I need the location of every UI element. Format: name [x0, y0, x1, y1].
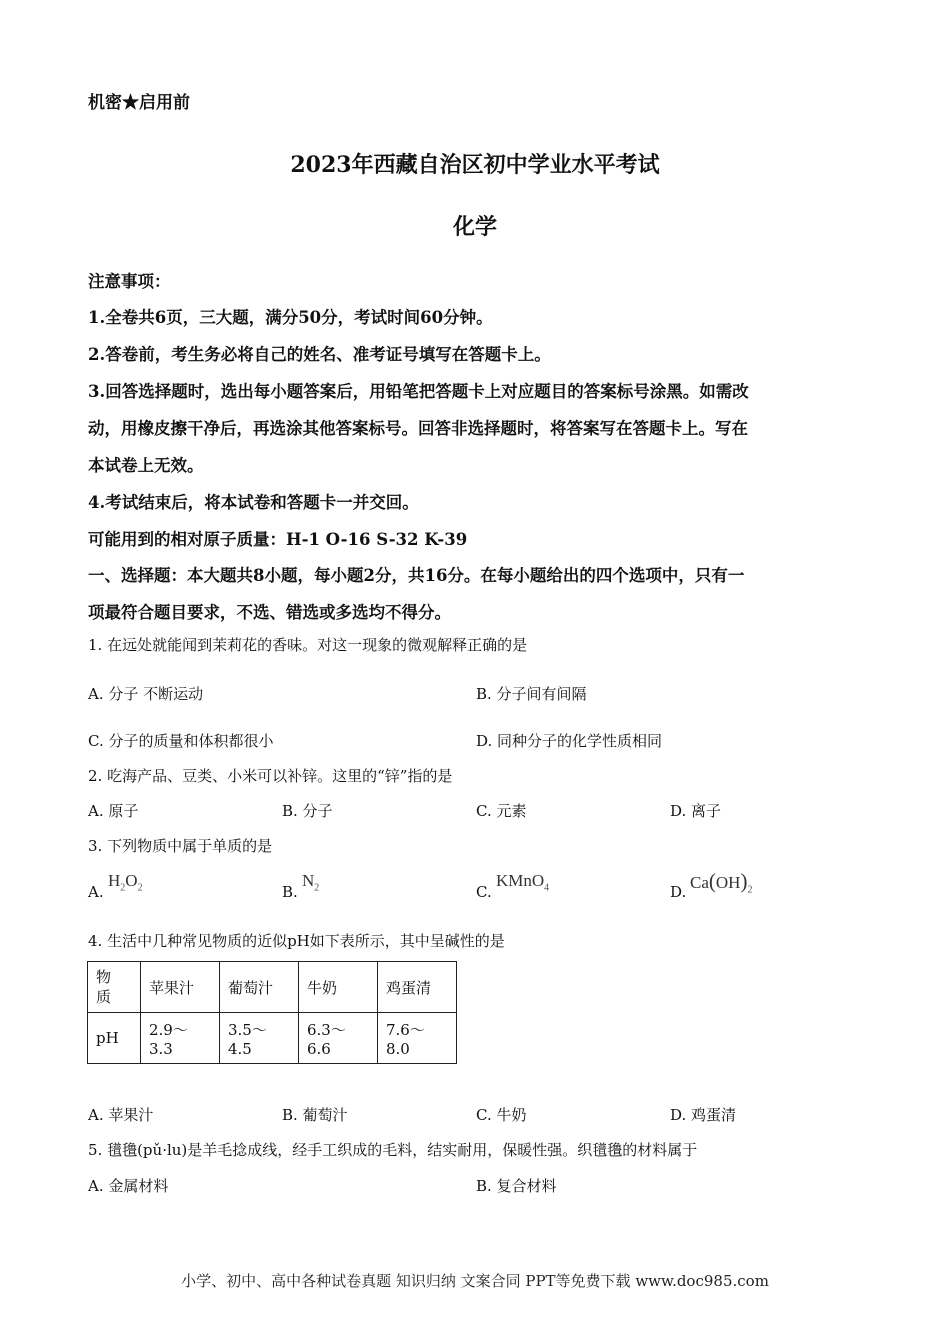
q2-option-c: C. 元素	[476, 802, 527, 820]
confidential-label: 机密★启用前	[88, 93, 190, 113]
table-row	[88, 962, 457, 1013]
page-footer: 小学、初中、高中各种试卷真题 知识归纳 文案合同 PPT等免费下载 www.doc985.com	[181, 1272, 769, 1290]
notice-line: 2.答卷前，考生务必将自己的姓名、准考证号填写在答题卡上。	[88, 345, 551, 364]
q5-option-a: A. 金属材料	[88, 1177, 169, 1195]
table-cell: 7.6～8.0	[378, 1013, 457, 1064]
table-cell: pH	[88, 1013, 141, 1064]
q5-option-b: B. 复合材料	[476, 1177, 557, 1195]
table-cell: 3.5～4.5	[220, 1013, 299, 1064]
question-5-stem: 5. 氆氇(pǔ·lu)是羊毛捻成线，经手工织成的毛料，结实耐用，保暖性强。织氆氇的材料属于	[88, 1141, 698, 1159]
q1-option-b: B. 分子间有间隔	[476, 685, 587, 703]
q3-formula-n2: $N_2$	[302, 871, 320, 894]
q1-option-d: D. 同种分子的化学性质相同	[476, 732, 663, 750]
notice-line: 3.回答选择题时，选出每小题答案后，用铅笔把答题卡上对应题目的答案标号涂黑。如需改	[88, 382, 749, 401]
table-header-cell: 鸡蛋清	[378, 962, 457, 1013]
question-1-stem: 1. 在远处就能闻到茉莉花的香味。对这一现象的微观解释正确的是	[88, 636, 528, 654]
notice-line: 4.考试结束后，将本试卷和答题卡一并交回。	[88, 493, 419, 512]
q3-option-a-label: A.	[88, 883, 104, 901]
table-cell: 6.3～6.6	[299, 1013, 378, 1064]
q4-option-c: C. 牛奶	[476, 1106, 527, 1124]
q3-option-b-label: B.	[282, 883, 298, 901]
q4-option-d: D. 鸡蛋清	[670, 1106, 737, 1124]
section-heading-cont: 项最符合题目要求，不选、错选或多选均不得分。	[88, 603, 451, 622]
section-heading: 一、选择题：本大题共8小题，每小题2分，共16分。在每小题给出的四个选项中，只有一	[88, 566, 745, 585]
q4-option-a: A. 苹果汁	[88, 1106, 154, 1124]
table-header-cell: 物 质	[88, 962, 141, 1013]
q1-option-c: C. 分子的质量和体积都很小	[88, 732, 274, 750]
notice-line: 动，用橡皮擦干净后，再选涂其他答案标号。回答非选择题时，将答案写在答题卡上。写在	[88, 419, 748, 438]
table-header-cell: 葡萄汁	[220, 962, 299, 1013]
notice-line: 1.全卷共6页，三大题，满分50分，考试时间60分钟。	[88, 308, 493, 327]
notice-line: 本试卷上无效。	[88, 456, 204, 475]
q1-option-a: A. 分子 不断运动	[88, 685, 204, 703]
q3-formula-kmno4: KMnO$_4$	[496, 871, 550, 894]
q3-option-d-label: D.	[670, 883, 687, 901]
atomic-mass-line: 可能用到的相对原子质量：H-1 O-16 S-32 K-39	[88, 530, 468, 549]
q3-formula-caoh2: $Ca(OH)_2$	[690, 869, 753, 896]
table-cell: 2.9～3.3	[141, 1013, 220, 1064]
q2-option-a: A. 原子	[88, 802, 139, 820]
question-4-stem: 4. 生活中几种常见物质的近似pH如下表所示，其中呈碱性的是	[88, 932, 505, 950]
table-row	[88, 1013, 457, 1064]
subject-title: 化学	[452, 214, 497, 240]
q3-formula-h2o2: $H_2O_2$	[108, 871, 143, 894]
question-2-stem: 2. 吃海产品、豆类、小米可以补锌。这里的“锌”指的是	[88, 767, 453, 785]
q3-option-c-label: C.	[476, 883, 492, 901]
q2-option-d: D. 离子	[670, 802, 722, 820]
question-3-stem: 3. 下列物质中属于单质的是	[88, 837, 273, 855]
table-header-cell: 苹果汁	[141, 962, 220, 1013]
q2-option-b: B. 分子	[282, 802, 333, 820]
notice-heading: 注意事项：	[88, 272, 171, 291]
ph-table	[87, 961, 457, 1064]
q4-option-b: B. 葡萄汁	[282, 1106, 348, 1124]
table-header-cell: 牛奶	[299, 962, 378, 1013]
exam-title: 2023年西藏自治区初中学业水平考试	[290, 152, 660, 178]
